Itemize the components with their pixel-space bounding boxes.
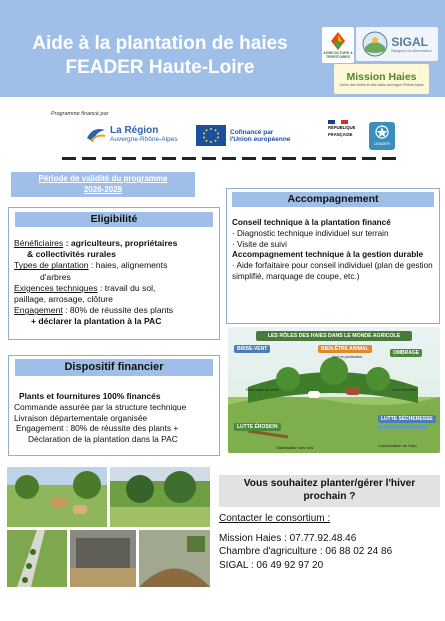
financial-line2: Commande assurée par la structure technique [14, 401, 187, 412]
financial-card [8, 355, 220, 456]
infographic-title: LES RÔLES DES HAIES DANS LE MONDE AGRICOLE [256, 331, 412, 341]
leader-text: LEADER [373, 141, 390, 146]
support-title: Accompagnement [232, 192, 434, 207]
support-section1-title: Conseil technique à la plantation financé [232, 218, 391, 227]
plantation-label: Types de plantation [14, 260, 89, 271]
beneficiaries-value: : agriculteurs, propriétaires [63, 238, 178, 248]
photo-cows-pasture [7, 467, 107, 527]
beneficiaries-value-cont: & collectivités rurales [27, 249, 116, 260]
note-shade-zone: Zone d'ombre [392, 387, 417, 392]
tag-shade: OMBRAGE [390, 349, 422, 357]
sigal-logo [356, 27, 438, 61]
contact-chambre: Chambre d'agriculture : 06 88 02 24 86 [219, 546, 393, 558]
support-section2-item1: · Aide forfaitaire pour conseil individuel (plan de gestion simplifié, marquage de coupe, etc.) [232, 261, 433, 281]
rf-line1: RÉPUBLIQUE [328, 125, 356, 130]
photo-hedgerow-field [110, 467, 210, 527]
financial-title: Dispositif financier [15, 359, 213, 376]
cta-line1: Vous souhaitez planter/gérer l'hiver [243, 478, 416, 489]
region-sub: Auvergne-Rhône-Alpes [110, 136, 178, 143]
region-swirl-icon [85, 124, 107, 144]
tag-animal-welfare: BIEN-ÊTRE ANIMAL [318, 345, 372, 353]
financial-line1: Plants et fournitures 100% financés [19, 391, 161, 401]
region-logo [85, 124, 178, 144]
eu-cofunding-text [230, 129, 290, 143]
photo-young-plantation [7, 530, 67, 587]
mission-haies-tagline: Union des forêts et des haies Auvergne Rhône Alpes [339, 83, 424, 87]
eligibility-card [8, 207, 220, 340]
contact-title: Contacter le consortium : [219, 513, 331, 524]
tag-erosion: LUTTE ÉROSION [234, 423, 281, 431]
hedge-roles-infographic [228, 327, 440, 453]
requirements-row [14, 283, 216, 294]
leader-logo [369, 122, 395, 150]
beneficiaries-label: Bénéficiaires [14, 238, 64, 248]
plantation-value: : haies, alignements [88, 260, 168, 271]
page-title: Aide à la plantation de haies [32, 33, 288, 54]
requirements-value-cont: paillage, arrosage, clôture [14, 294, 113, 305]
sigal-tagline: Mangeurs et alimentation [391, 49, 432, 53]
commitment-value: : 80% de réussite des plants [62, 305, 174, 316]
photo-wood-chips [139, 530, 210, 587]
beneficiaries-row [14, 238, 216, 249]
financial-line5: Déclaration de la plantation dans la PAC [28, 434, 178, 445]
contact-list [219, 532, 392, 572]
note-water: Conservation de l'eau [378, 443, 417, 448]
sigal-circle-icon [362, 31, 388, 57]
region-name: La Région [110, 125, 159, 136]
tag-drought: LUTTE SÉCHERESSE [378, 415, 436, 423]
mission-haies-logo [334, 64, 429, 94]
period-label: Période de validité du programme [38, 174, 168, 183]
support-card [226, 188, 440, 324]
support-section1-item2: · Visite de suivi [232, 239, 287, 249]
requirements-value: : travail du sol, [97, 282, 156, 293]
tag-windbreak: BRISE-VENT [234, 345, 270, 353]
support-section1-item1: · Diagnostic technique individuel sur terrain [232, 228, 389, 238]
eu-line1: Cofinancé par [230, 129, 274, 136]
eu-flag-icon [196, 125, 226, 146]
commitment-row [14, 305, 216, 316]
mission-haies-name: Mission Haies [346, 71, 417, 83]
validity-period-banner [11, 172, 195, 197]
chambre-logo-text: AGRICULTURE & TERRITOIRES [323, 51, 353, 59]
call-to-action-banner [219, 475, 440, 507]
page-subtitle: FEADER Haute-Loire [65, 57, 255, 78]
photo-collage [7, 467, 210, 587]
chambre-leaf-icon [329, 31, 347, 51]
eligibility-title: Eligibilité [15, 212, 213, 227]
note-wind: Réduction du vent [246, 387, 279, 392]
financial-line3: Livraison départementale organisée [14, 412, 148, 423]
commitment-label: Engagement [14, 305, 63, 316]
commitment-value-cont: + déclarer la plantation à la PAC [31, 316, 162, 327]
contact-sigal: SIGAL : 06 49 92 97 20 [219, 559, 324, 571]
note-soil: Stabilisation des sols [276, 445, 314, 450]
period-years: 2026-2028 [83, 184, 123, 194]
support-section2-title: Accompagnement technique à la gestion durable [232, 250, 424, 260]
plantation-value-cont: d'arbres [40, 271, 71, 282]
cta-line2: prochain ? [303, 490, 356, 502]
leader-star-icon [374, 125, 390, 139]
financial-line4: Engagement : 80% de réussite des plants + [16, 423, 179, 434]
rf-line2: FRANÇAISE [328, 131, 353, 137]
eu-line2: l'Union européenne [230, 136, 291, 143]
plantation-row [14, 260, 216, 271]
photo-storage-shed [70, 530, 136, 587]
contact-mission-haies: Mission Haies : 07.77.92.48.46 [219, 533, 357, 544]
header-banner [0, 0, 445, 97]
note-shelter: Abri et protection [332, 354, 363, 359]
republique-francaise-logo [328, 120, 356, 152]
funding-label: Programme financé par [51, 111, 109, 117]
tricolor-flag-icon [328, 120, 348, 124]
sigal-name: SIGAL [391, 35, 428, 49]
chambre-agriculture-logo [322, 27, 354, 63]
divider [62, 157, 402, 160]
requirements-label: Exigences techniques [14, 282, 98, 293]
